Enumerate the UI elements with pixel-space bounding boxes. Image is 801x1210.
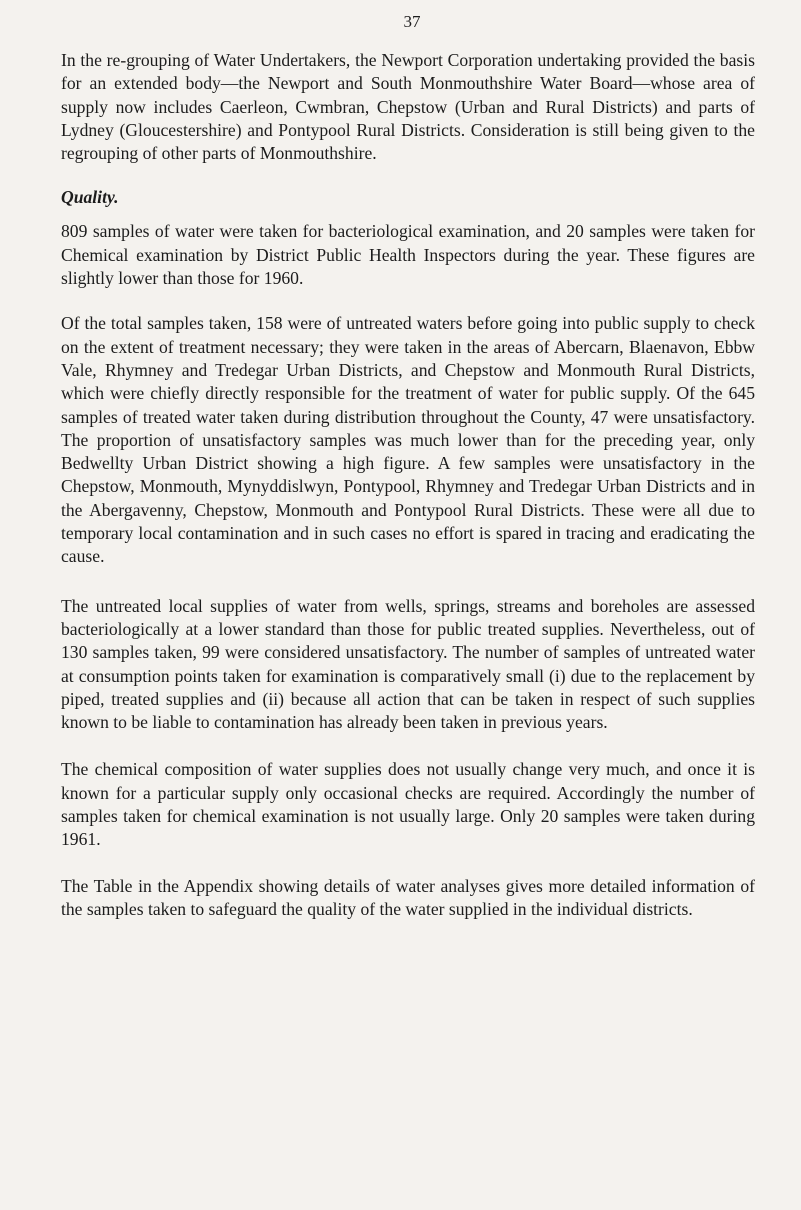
paragraph-local-supplies: The untreated local supplies of water from wells, springs, streams and boreholes are assessed bacteriologically at a lower standard than those for public treated supplies. Nevertheless, out of 130 samples taken, 99 were considered unsatisfactory. The number of samples of untreated water at consumption points taken for examination is comparatively small (i) due to the replacement by piped, treated supplies and (ii) because all action that can be taken in respect of such supplies known to be liable to contamination has already been taken in previous years. bbox=[61, 595, 755, 733]
paragraph-chemical-composition: The chemical composition of water supplies does not usually change very much, and once it is known for a particular supply only occasional checks are required. Accordingly the number of samples taken for chemical examination is not usually large. Only 20 samples were taken during 1961. bbox=[61, 759, 755, 850]
page-number: 37 bbox=[403, 12, 421, 31]
section-heading-quality: Quality. bbox=[61, 187, 119, 208]
paragraph-untreated-treated: Of the total samples taken, 158 were of untreated waters before going into public supply to check on the extent of treatment necessary; they were taken in the areas of Abercarn, Blaenavon, Ebbw Vale, Rhymney and Tredegar Urban Districts, and Chepstow and Monmouth Rural Districts, which were chiefly directly responsible for the treatment of water for public supply. Of the 645 samples of treated water taken during distribution throughout the County, 47 were unsatisfactory. The proportion of unsatisfactory samples was much lower than for the preceding year, only Bedwellty Urban District showing a high figure. A few samples were unsatisfactory in the Chepstow, Monmouth, Mynyddislwyn, Pontypool, Rhymney and Tredegar Urban Districts and in the Abergavenny, Chepstow, Monmouth and Pontypool Rural Districts. These were all due to temporary local contamination and in such cases no effort is spared in tracing and eradicating the cause. bbox=[61, 313, 755, 567]
paragraph-samples: 809 samples of water were taken for bacteriological examination, and 20 samples were taken for Chemical examination by District Public Health Inspectors during the year. These figures are slightly lower than those for 1960. bbox=[61, 221, 755, 289]
paragraph-regrouping: In the re-grouping of Water Undertakers, the Newport Corporation undertaking provided the basis for an extended body—the Newport and South Monmouthshire Water Board—whose area of supply now includes Caerleon, Cwmbran, Chepstow (Urban and Rural Districts) and parts of Lydney (Gloucestershire) and Pontypool Rural Districts. Consideration is still being given to the regrouping of other parts of Monmouthshire. bbox=[61, 50, 755, 164]
paragraph-appendix-table: The Table in the Appendix showing details of water analyses gives more detailed information of the samples taken to safeguard the quality of the water supplied in the individual districts. bbox=[61, 875, 755, 919]
